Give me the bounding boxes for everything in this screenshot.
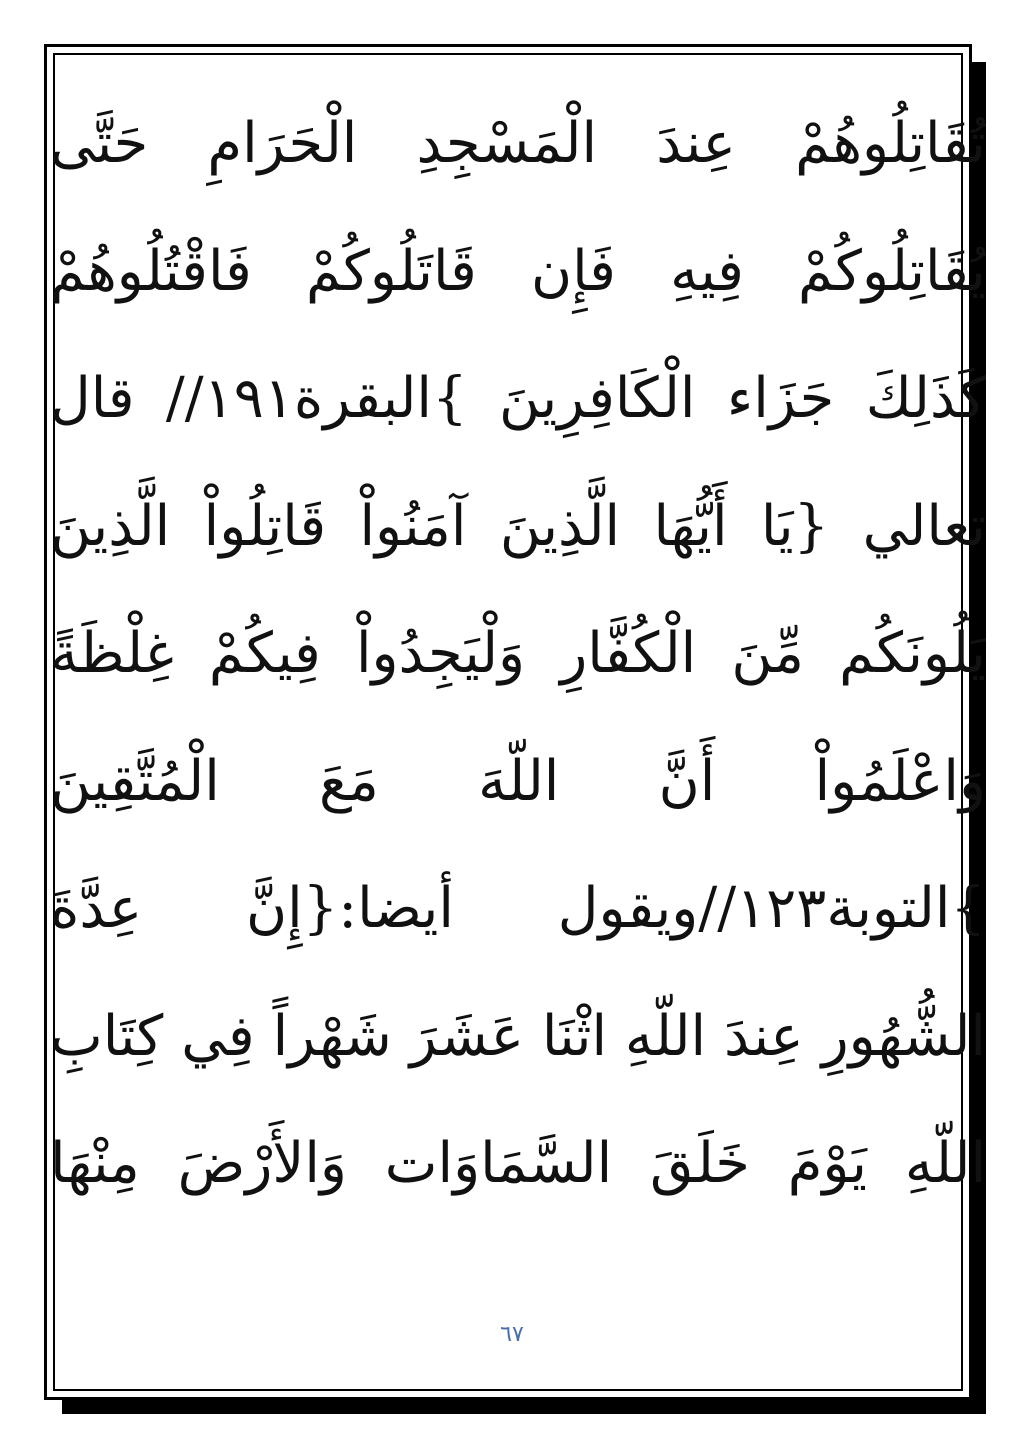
text-line-6: وَاعْلَمُواْ أَنَّ اللّهَ مَعَ الْمُتَّقِينَ — [50, 748, 986, 814]
text-line-4: تعالي {يَا أَيُّهَا الَّذِينَ آمَنُواْ قَاتِلُواْ الَّذِينَ — [50, 493, 986, 559]
text-line-9: اللّهِ يَوْمَ خَلَقَ السَّمَاوَات وَالأَرْضَ مِنْهَا — [50, 1131, 986, 1196]
arabic-text-block — [50, 80, 986, 1228]
text-line-8: الشُّهُورِ عِندَ اللّهِ اثْنَا عَشَرَ شَهْراً فِي كِتَابِ — [50, 1003, 986, 1069]
text-line-1: تُقَاتِلُوهُمْ عِندَ الْمَسْجِدِ الْحَرَامِ حَتَّى — [50, 111, 986, 176]
text-line-2: يُقَاتِلُوكُمْ فِيهِ فَإِن قَاتَلُوكُمْ فَاقْتُلُوهُمْ — [50, 238, 986, 304]
text-line-5: يَلُونَكُم مِّنَ الْكُفَّارِ وَلْيَجِدُواْ فِيكُمْ غِلْظَةً — [50, 621, 986, 686]
text-line-7: }التوبة١٢٣//ويقول أيضا:{إِنَّ عِدَّةَ — [50, 876, 986, 941]
page-number: ٦٧ — [500, 1322, 524, 1347]
text-line-3: كَذَلِكَ جَزَاء الْكَافِرِينَ }البقرة١٩١// قال — [50, 366, 986, 431]
